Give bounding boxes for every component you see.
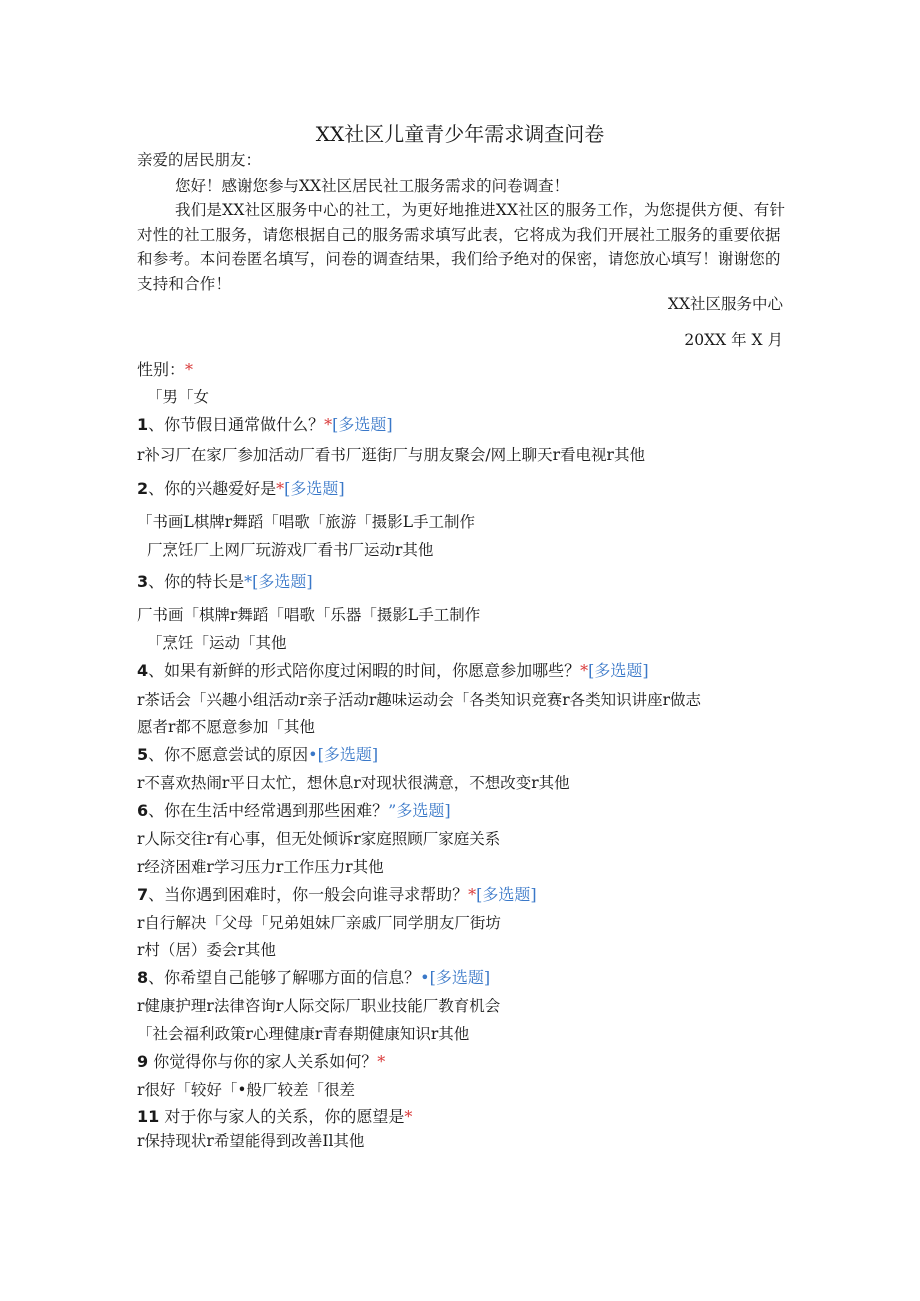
question-text: 对于你与家人的关系，你的愿望是 <box>164 1107 405 1126</box>
intro-paragraph: 我们是XX社区服务中心的社工，为更好地推进XX社区的服务工作，为您提供方便、有针对性的社工服务，请您根据自己的服务需求填写此表，它将成为我们开展社工服务的重要依据和参考。本问卷匿名填写，问卷的调查结果，我们给予绝对的保密，请您放心填写！谢谢您的支持和合作！ <box>137 201 786 293</box>
question-text: 、如果有新鲜的形式陪你度过闲暇的时间，你愿意参加哪些？ <box>148 661 581 680</box>
question-number: 5 <box>137 745 149 764</box>
options-q7-row1[interactable]: r自行解决「父母「兄弟姐妹厂亲戚厂同学朋友厂街坊 <box>137 914 501 932</box>
question-text: 、当你遇到困难时，你一般会向谁寻求帮助？ <box>148 885 469 904</box>
options-q8-row1[interactable]: r健康护理r法律咨询r人际交际厂职业技能厂教育机会 <box>137 997 501 1015</box>
question-number: 8 <box>137 968 149 987</box>
question-number: 4 <box>137 661 149 680</box>
multi-select-tag: [多选题] <box>284 479 345 498</box>
options-q2-row2[interactable]: 厂烹饪厂上网厂玩游戏厂看书厂运动r其他 <box>147 541 434 559</box>
question-text: 、你在生活中经常遇到那些困难？ <box>148 801 389 820</box>
question-number: 11 <box>137 1107 160 1126</box>
required-mark: * <box>276 479 285 498</box>
question-1 <box>137 413 787 437</box>
question-number: 9 <box>137 1052 149 1071</box>
required-mark: * <box>404 1107 413 1126</box>
question-text: 、你的兴趣爱好是 <box>148 479 277 498</box>
question-number: 3 <box>137 572 149 591</box>
question-gender <box>137 358 787 382</box>
question-number: 6 <box>137 801 149 820</box>
required-mark: * <box>468 885 477 904</box>
question-6 <box>137 799 787 823</box>
options-gender[interactable]: 「男「女 <box>147 388 210 406</box>
required-mark: * <box>185 360 194 379</box>
required-mark: • <box>420 968 430 987</box>
required-mark: ” <box>388 801 397 820</box>
required-mark: * <box>377 1052 386 1071</box>
multi-select-tag: [多选题] <box>588 661 649 680</box>
question-number: 1 <box>137 415 149 434</box>
multi-select-tag: [多选题] <box>429 968 491 987</box>
question-number: 2 <box>137 479 149 498</box>
required-mark: • <box>308 745 318 764</box>
question-7 <box>137 883 787 907</box>
multi-select-tag: [多选题] <box>252 572 313 591</box>
options-q6-row2[interactable]: r经济困难r学习压力r工作压力r其他 <box>137 858 384 876</box>
question-8 <box>137 966 787 990</box>
required-mark: * <box>324 415 333 434</box>
question-text: 、你希望自己能够了解哪方面的信息？ <box>148 968 421 987</box>
options-q8-row2[interactable]: 「社会福利政策r心理健康r青春期健康知识r其他 <box>137 1025 470 1043</box>
signature: XX社区服务中心 <box>667 295 783 313</box>
options-q4-row1[interactable]: r茶话会「兴趣小组活动r亲子活动r趣味运动会「各类知识竞赛r各类知识讲座r做志 <box>137 691 702 709</box>
required-mark: * <box>580 661 589 680</box>
date: 20XX 年 X 月 <box>684 331 783 349</box>
greeting: 亲爱的居民朋友： <box>137 151 262 169</box>
question-text: 你觉得你与你的家人关系如何？ <box>153 1052 378 1071</box>
options-q7-row2[interactable]: r村（居）委会r其他 <box>137 941 276 959</box>
options-q5-row1[interactable]: r不喜欢热闹r平日太忙，想休息r对现状很满意，不想改变r其他 <box>137 774 570 792</box>
multi-select-tag: [多选题] <box>332 415 393 434</box>
question-number: 7 <box>137 885 149 904</box>
question-4 <box>137 659 787 683</box>
multi-select-tag: [多选题] <box>317 745 379 764</box>
question-text: 、你的特长是 <box>148 572 245 591</box>
options-q4-row2[interactable]: 愿者r都不愿意参加「其他 <box>137 718 315 736</box>
question-3 <box>137 570 787 594</box>
multi-select-tag: 多选题] <box>396 801 451 820</box>
options-q2-row1[interactable]: 「书画L棋牌r舞蹈「唱歌「旅游「摄影L手工制作 <box>137 513 475 531</box>
options-q3-row1[interactable]: 厂书画「棋牌r舞蹈「唱歌「乐器「摄影L手工制作 <box>137 606 481 624</box>
question-text: 性别： <box>137 360 186 379</box>
options-q3-row2[interactable]: 「烹饪「运动「其他 <box>147 634 287 652</box>
question-5 <box>137 743 787 767</box>
intro-thanks: 您好！感谢您参与XX社区居民社工服务需求的问卷调查！ <box>175 177 570 195</box>
options-q11-row1[interactable]: r保持现状r希望能得到改善Il其他 <box>137 1132 365 1150</box>
multi-select-tag: [多选题] <box>476 885 537 904</box>
question-9 <box>137 1050 787 1074</box>
question-2 <box>137 477 787 501</box>
question-text: 、你节假日通常做什么？ <box>148 415 325 434</box>
options-q6-row1[interactable]: r人际交往r有心事，但无处倾诉r家庭照顾厂家庭关系 <box>137 830 501 848</box>
question-text: 、你不愿意尝试的原因 <box>148 745 309 764</box>
options-q1-row1[interactable]: r补习厂在家厂参加活动厂看书厂逛街厂与朋友聚会/网上聊天r看电视r其他 <box>137 446 645 464</box>
required-mark: * <box>244 572 253 591</box>
page-title: XX社区儿童青少年需求调查问卷 <box>315 122 605 146</box>
question-11 <box>137 1105 787 1129</box>
options-q9-row1[interactable]: r很好「较好「•般厂较差「很差 <box>137 1081 356 1099</box>
